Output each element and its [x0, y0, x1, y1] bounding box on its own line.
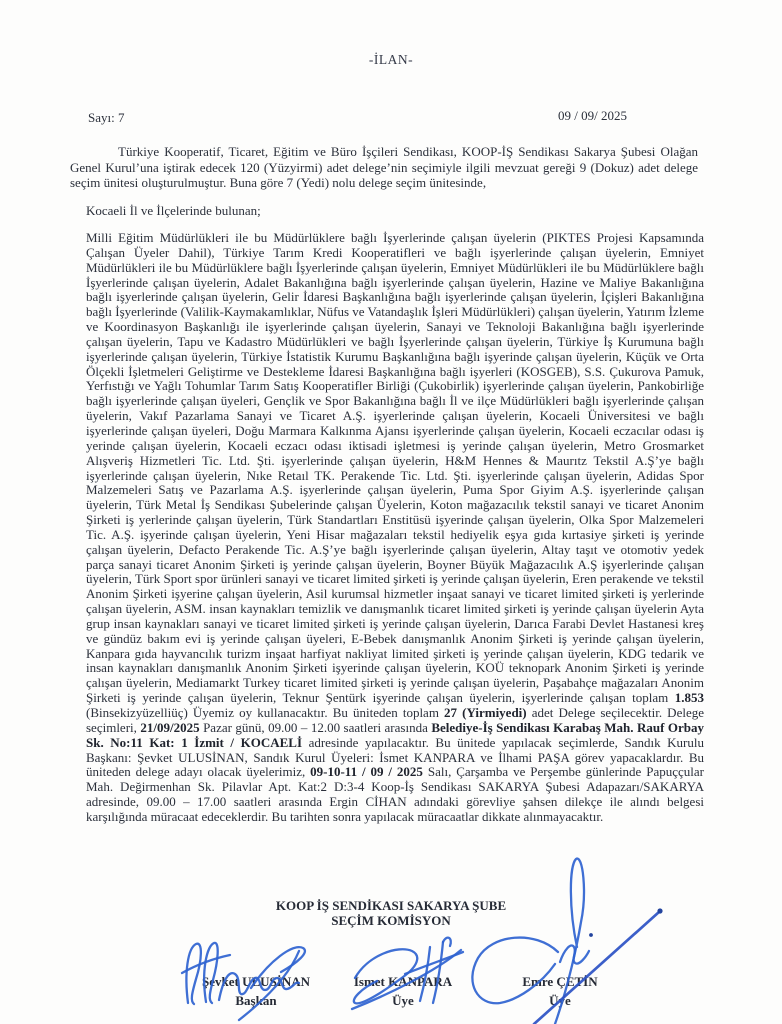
- signatory-block-president: [181, 974, 331, 1009]
- signatory-role: Üye: [392, 993, 414, 1008]
- signatory-name: İsmet KANPARA: [353, 974, 453, 989]
- location-line: Kocaeli İl ve İlçelerinde bulunan;: [86, 203, 261, 218]
- signatory-name: Şevket ULUSİNAN: [202, 974, 310, 989]
- document-date: 09 / 09/ 2025: [558, 108, 627, 123]
- signatory-name: Emre ÇETİN: [522, 974, 598, 989]
- committee-heading: [0, 898, 782, 928]
- signatory-block-member-1: [328, 974, 478, 1009]
- committee-heading-line2: SEÇİM KOMİSYON: [331, 913, 451, 928]
- committee-heading-line1: KOOP İŞ SENDİKASI SAKARYA ŞUBE: [275, 898, 507, 913]
- body-paragraph: Milli Eğitim Müdürlükleri ile bu Müdürlüklere bağlı İşyerlerinde çalışan üyelerin (PIKTES Projesi Kapsamında Çalışan Üyeler Dahil), Türkiye Tarım Kredi Kooperatifleri ve bağlı işyerlerinde çalışan üyelerin, Emniyet Müdürlükleri ile bu Müdürlüklere bağlı İşyerlerinde çalışan üyelerin, Emniyet Müdürlükleri ile bu Müdürlüklere bağlı İşyerlerinde çalışan üyelerin, Adalet Bakanlığına bağlı işyerlerinde çalışan üyelerin, Hazine ve Maliye Bakanlığına bağlı işyerlerinde çalışan üyelerin, Gelir İdaresi Başkanlığına bağlı işyerlerinde çalışan üyelerin, İçişleri Bakanlığına bağlı İşyerlerinde (Valilik-Kaymakamlıklar, Nüfus ve Vatandaşlık İşleri Müdürlükleri) çalışan üyelerin, Yatırım İzleme ve Koordinasyon Başkanlığı ile işyerlerinde çalışan üyelerin, Sanayi ve Teknoloji Bakanlığına bağlı işyerlerinde çalışan üyelerin, Tapu ve Kadastro Müdürlükleri ve bağlı İşyerlerinde çalışan üyelerin, Türkiye İş Kurumuna bağlı işyerlerinde çalışan üyelerin, Türkiye İstatistik Kurumu Başkanlığına bağlı işyerinde çalışan üyelerin, Küçük ve Orta Ölçekli İşletmeleri Geliştirme ve Destekleme İdaresi Başkanlığına bağlı işyerleri (KOSGEB), S.S. Çukurova Pamuk, Yerfıstığı ve Yağlı Tohumlar Tarım Satış Kooperatifler Birliği (Çukobirlik) işyerlerinde çalışan üyelerin, Pankobirliğe bağlı işyerlerinde çalışan üyeleri, Gençlik ve Spor Bakanlığına bağlı İl ve ilçe Müdürlükleri bağlı işyerlerinde çalışan üyelerin, Vakıf Pazarlama Sanayi ve Ticaret A.Ş. işyerlerinde çalışan üyelerin, Kocaeli Üniversitesi ve bağlı işyerlerinde çalışan üyeleri, Doğu Marmara Kalkınma Ajansı işyerlerinde çalışan üyelerin, Kocaeli eczacılar odası iş yerinde çalışan üyelerin, Kocaeli eczacı odası iktisadi işletmesi iş yerinde çalışan üyelerin, Metro Grosmarket Alışveriş Hizmetleri Tic. Ltd. Şti. işyerlerinde çalışan üyelerin, H&M Hennes & Maurıtz Tekstil A.Ş’ye bağlı işyerlerinde çalışan üyelerin, Nıke Retaıl TK. Perakende Tic. Ltd. Şti. işyerlerinde çalışan üyelerin, Adidas Spor Malzemeleri Satış ve Pazarlama A.Ş. işyerlerinde çalışan üyelerin, Puma Spor Giyim A.Ş. işyerlerinde çalışan üyelerin, Türk Metal İş Sendikası Şubelerinde çalışan Üyelerin, Koton mağazacılık tekstil sanayi ve ticaret Anonim Şirketi iş yerlerinde çalışan üyelerin, Türk Standartları Enstitüsü işyerinde çalışan üyelerin, Olka Spor Malzemeleri Tic. A.Ş. işyerinde çalışan üyelerin, Yeni Hisar mağazaları tekstil hediyelik eşya gıda kırtasiye şirketi iş yerinde çalışan üyelerin, Defacto Perakende Tic. A.Ş’ye bağlı işyerlerinde çalışan üyelerin, Altay taşıt ve otomotiv yedek parça sanayi ticaret Anonim Şirketi iş yerinde çalışan üyelerin, Boyner Büyük Mağazacılık A.Ş işyerlerinde çalışan üyelerin, Türk Sport spor ürünleri sanayi ve ticaret limited şirketi iş yerinde çalışan üyelerin, Eren perakende ve tekstil Anonim Şirketi işyerine çalışan üyelerin, Asil kurumsal hizmetler inşaat sanayi ve ticaret limited şirketi iş yerlerinde çalışan üyelerin, ASM. insan kaynakları temizlik ve danışmanlık ticaret limited şirketi iş yerinde çalışan üyelerin Ayta grup insan kaynakları sanayi ve ticaret limited şirketi iş yerinde çalışan üyelerin, Darıca Farabi Devlet Hastanesi kreş ve gündüz bakım evi iş yerinde çalışan üyeleri, E-Bebek danışmanlık Anonim Şirketi iş yerinde çalışan üyelerin, Kanpara gıda hayvancılık turizm inşaat harfiyat nakliyat limited şirketi iş yerinde çalışan üyelerin, KDG tedarik ve insan kaynakları danışmanlık Anonim Şirketi işyerinde çalışan üyelerin, KOÜ teknopark Anonim Şirketi iş yerinde çalışan üyelerin, Mediamarkt Turkey ticaret limited şirketi iş yerinde çalışan üyelerin, Paşabahçe mağazaları Anonim Şirketi iş yerinde çalışan üyelerin, Teknur Şentürk işyerinde çalışan üyelerin, işyerlerinde çalışan toplam 1.853 (Binsekizyüzelliüç) Üyemiz oy kullanacaktır. Bu üniteden toplam 27 (Yirmiyedi) adet Delege seçilecektir. Delege seçimleri, 21/09/2025 Pazar günü, 09.00 – 12.00 saatleri arasında Belediye-İş Sendikası Karabaş Mah. Rauf Orbay Sk. No:11 Kat: 1 İzmit / KOCAELİ adresinde yapılacaktır. Bu ünitede yapılacak seçimlerde, Sandık Kurulu Başkanı: Şevket ULUSİNAN, Sandık Kurul Üyeleri: İsmet KANPARA ve İlhami PAŞA görev yapacaklardır. Bu üniteden delege adayı olacak üyelerimiz, 09-10-11 / 09 / 2025 Salı, Çarşamba ve Perşembe günlerinde Papuççular Mah. Değirmenhan Sk. Pilavlar Apt. Kat:2 D:3-4 Koop-İş Sendikası SAKARYA Şubesi Adapazarı/SAKARYA adresinde, 09.00 – 17.00 saatleri arasında Ergin CİHAN adındaki görevliye şahsen dilekçe ile alındı belgesi karşılığında müracaat edeceklerdir. Bu tarihten sonra yapılacak müracaatlar dikkate alınmayacaktır.: [86, 230, 705, 824]
- document-number: Sayı: 7: [88, 110, 125, 125]
- intro-paragraph: Türkiye Kooperatif, Ticaret, Eğitim ve Büro İşçileri Sendikası, KOOP-İŞ Sendikası Sakarya Şubesi Olağan Genel Kurul’una iştirak edecek 120 (Yüzyirmi) adet delege’nin seçimiyle ilgili mevzuat gereği 9 (Dokuz) adet delege seçim ünitesi oluşturulmuştur. Buna göre 7 (Yedi) nolu delege seçim ünitesinde,: [70, 144, 698, 191]
- signatory-role: Başkan: [235, 993, 277, 1008]
- document-title: -İLAN-: [368, 52, 414, 67]
- signatory-block-member-2: [485, 974, 635, 1009]
- signatory-role: Üye: [549, 993, 571, 1008]
